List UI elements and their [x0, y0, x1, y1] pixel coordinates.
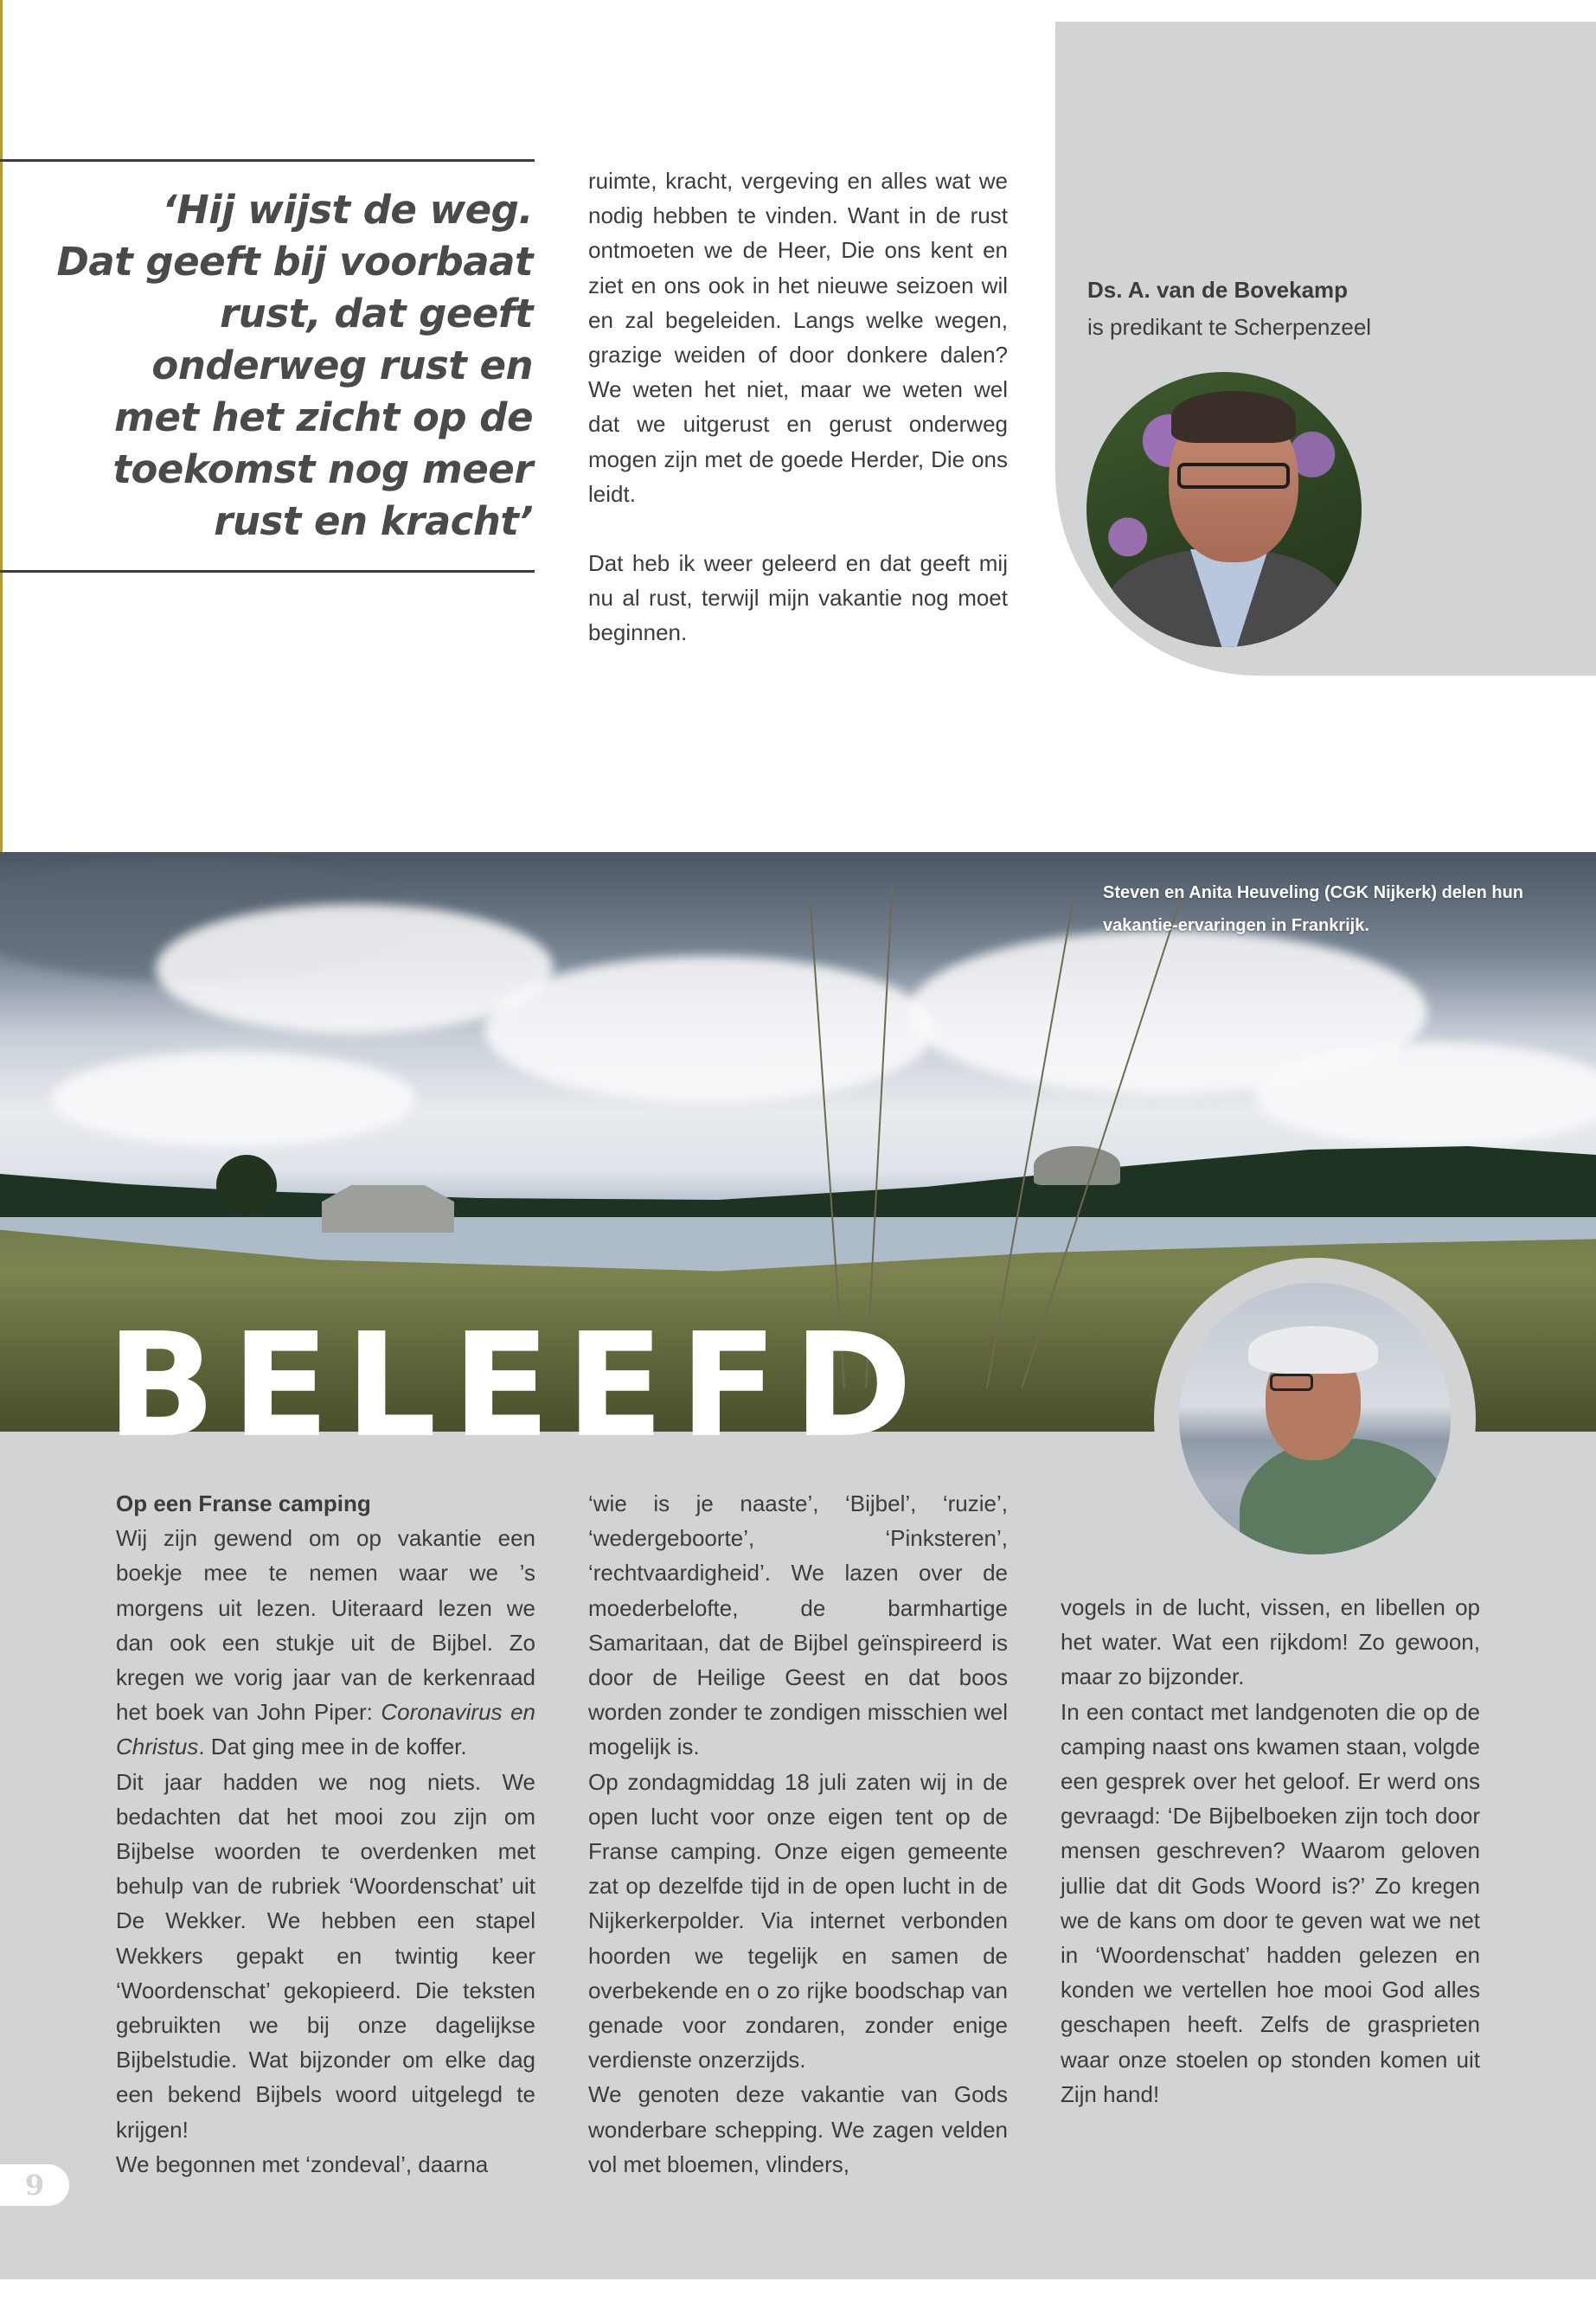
farmhouse [307, 1185, 454, 1233]
article-paragraph: Dit jaar hadden we nog niets. We bedachten dat het mooi zou zijn om Bijbelse woorden te overdenken met behulp van de rubriek ‘Woordenschat’ uit De Wekker. We hebben een stapel Wekkers gepakt en twintig keer ‘Woordenschat’ gekopieerd. Die teksten gebruikten we bij onze dagelijkse Bijbelstudie. Wat bijzonder om elke dag een bekend Bijbels woord uitgelegd te krijgen! [116, 1768, 535, 2143]
pull-quote-line: rust, dat geeft [220, 291, 533, 336]
photo-caption-line: Steven en Anita Heuveling (CGK Nijkerk) delen hun [1103, 883, 1524, 902]
article-column-2 [588, 1486, 1008, 2182]
pull-quote-line: met het zicht op de [114, 394, 533, 440]
pull-quote-line: toekomst nog meer [112, 446, 533, 492]
article-paragraph: Op zondagmiddag 18 juli zaten wij in de open lucht voor onze eigen tent op de Franse camping. Onze eigen gemeente zat op dezelfde tijd in de open lucht in de Nijkerkerpolder. Via internet verbonden hoorden we tegelijk en samen de overbekende en o zo rijke boodschap van genade voor zondaren, zonder enige verdienste onzerzijds. [588, 1768, 1008, 2073]
pull-quote [48, 184, 533, 548]
portrait-glasses [1270, 1374, 1313, 1391]
pull-quote-line: rust en kracht’ [214, 498, 533, 544]
pull-quote-line: Dat geeft bij voorbaat [56, 239, 533, 285]
section-headline: BELEEFD [106, 1315, 928, 1436]
cloud [52, 1051, 415, 1146]
portrait-glasses [1177, 463, 1290, 489]
pull-quote-line: ‘Hij wijst de weg. [162, 187, 533, 233]
top-paragraph-2: Dat heb ik weer geleerd en dat geeft mij nu al rust, terwijl mijn vakantie nog moet beginnen. [588, 550, 1008, 646]
rock-outcrop [1034, 1146, 1120, 1185]
portrait-hair [1171, 391, 1296, 443]
article-paragraph: vogels in de lucht, vissen, en libellen op het water. Wat een rijkdom! Zo gewoon, maar zo bijzonder. [1061, 1594, 1480, 1690]
article-column-3 [1061, 1590, 1480, 2112]
article-text: Wij zijn gewend om op vakantie een boekje mee te nemen waar we ’s morgens uit lezen. Uiteraard lezen we dan ook een stukje uit de Bijbel. Zo kregen we vorig jaar van de kerkenraad het boek van John Piper: [116, 1525, 535, 1726]
photo-caption [1103, 876, 1561, 942]
article-column-1 [116, 1486, 535, 2182]
cloud [1254, 1042, 1596, 1146]
article-paragraph: We genoten deze vakantie van Gods wonderbare schepping. We zagen velden vol met bloemen, vlinders, [588, 2081, 1008, 2177]
page-number: 9 [0, 2164, 69, 2206]
portrait-sweater [1240, 1439, 1447, 1554]
traveler-portrait-photo [1179, 1283, 1451, 1554]
author-portrait-photo [1086, 372, 1362, 647]
article-paragraph: ‘wie is je naaste’, ‘Bijbel’, ‘ruzie’, ‘wedergeboorte’, ‘Pinksteren’, ‘rechtvaardigheid’. We lazen over de moederbelofte, de barmhartige Samaritaan, dat de Bijbel geïnspireerd is door de Heilige Geest en dat boos worden zonder te zondigen misschien wel mogelijk is. [588, 1490, 1008, 1760]
lone-tree [216, 1155, 277, 1215]
portrait-flat-cap [1248, 1326, 1378, 1374]
author-name: Ds. A. van de Bovekamp [1087, 277, 1349, 303]
article-paragraph: In een contact met landgenoten die op de camping naast ons kwamen staan, volgde een gesprek over het geloof. Er werd ons gevraagd: ‘De Bijbelboeken zijn toch door mensen geschreven? Waarom geloven jullie dat dit Gods Woord is?’ Zo kregen we de kans om door te geven wat we net in ‘Woordenschat’ hadden gelezen en konden we vertellen hoe mooi God alles geschapen heeft. Zelfs de grasprieten waar onze stoelen op stonden komen uit Zijn hand! [1061, 1698, 1480, 2107]
author-role: is predikant te Scherpenzeel [1087, 314, 1372, 340]
article-subheading: Op een Franse camping [116, 1490, 371, 1516]
pull-quote-box [0, 159, 535, 573]
book-title: Coronavirus en Christus [116, 1699, 535, 1760]
cloud [484, 956, 934, 1103]
pull-quote-line: onderweg rust en [151, 343, 533, 388]
top-body-column [588, 163, 1008, 651]
article-text: . Dat ging mee in de koffer. [198, 1734, 467, 1760]
article-paragraph: We begonnen met ‘zondeval’, daarna [116, 2150, 489, 2177]
photo-caption-line: vakantie-ervaringen in Frankrijk. [1103, 916, 1369, 935]
top-paragraph-1: ruimte, kracht, vergeving en alles wat we nodig hebben te vinden. Want in de rust ontmoeten we de Heer, Die ons kent en ziet en ons ook in het nieuwe seizoen wil en zal begeleiden. Langs welke wegen, grazige weiden of door donkere dalen? We weten het niet, maar we weten wel dat we uitgerust en gerust onderweg mogen zijn met de goede Herder, Die ons leidt. [588, 168, 1008, 507]
article-paragraph [116, 1521, 535, 1764]
